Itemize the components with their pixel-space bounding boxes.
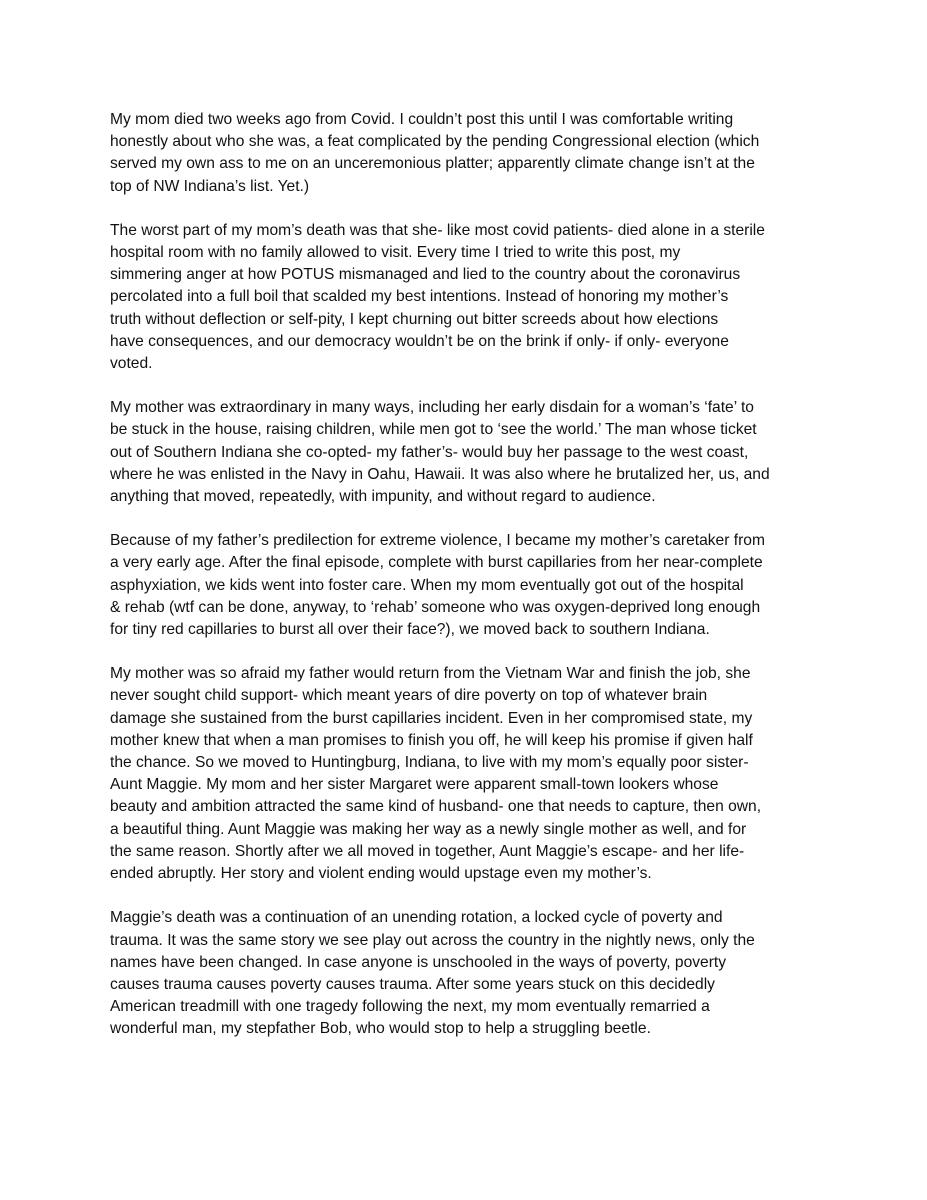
text-line: voted. xyxy=(110,355,153,373)
document-page xyxy=(110,109,822,1063)
text-line: the chance. So we moved to Huntingburg, Indiana, to live with my mom’s equally poor sister- xyxy=(110,754,749,772)
text-line: The worst part of my mom’s death was that she- like most covid patients- died alone in a sterile xyxy=(110,221,765,239)
text-line: simmering anger at how POTUS mismanaged and lied to the country about the coronavirus xyxy=(110,266,741,284)
text-line: names have been changed. In case anyone is unschooled in the ways of poverty, poverty xyxy=(110,953,727,971)
text-line: damage she sustained from the burst capillaries incident. Even in her compromised state, my xyxy=(110,709,753,727)
text-line: have consequences, and our democracy wouldn’t be on the brink if only- if only- everyone xyxy=(110,332,729,350)
text-line: anything that moved, repeatedly, with impunity, and without regard to audience. xyxy=(110,488,656,506)
text-line: for tiny red capillaries to burst all over their face?), we moved back to southern Indiana. xyxy=(110,621,710,639)
text-line: top of NW Indiana’s list. Yet.) xyxy=(110,177,310,195)
text-line: My mom died two weeks ago from Covid. I couldn’t post this until I was comfortable writing xyxy=(110,111,734,128)
text-line: served my own ass to me on an unceremonious platter; apparently climate change isn’t at the xyxy=(110,155,755,173)
text-line: where he was enlisted in the Navy in Oahu, Hawaii. It was also where he brutalized her, us, and xyxy=(110,465,770,483)
text-line: Because of my father’s predilection for extreme violence, I became my mother’s caretaker from xyxy=(110,532,765,550)
text-line: trauma. It was the same story we see play out across the country in the nightly news, only the xyxy=(110,931,755,949)
text-line: beauty and ambition attracted the same kind of husband- one that needs to capture, then own, xyxy=(110,798,762,816)
text-line: honestly about who she was, a feat complicated by the pending Congressional election (which xyxy=(110,133,760,151)
paragraph-6 xyxy=(110,907,822,1040)
text-line: & rehab (wtf can be done, anyway, to ‘rehab’ someone who was oxygen-deprived long enough xyxy=(110,598,761,616)
paragraph-3 xyxy=(110,397,822,508)
paragraph-2 xyxy=(110,220,822,375)
text-line: American treadmill with one tragedy following the next, my mom eventually remarried a xyxy=(110,998,710,1016)
text-line: Maggie’s death was a continuation of an unending rotation, a locked cycle of poverty and xyxy=(110,909,723,927)
text-line: mother knew that when a man promises to finish you off, he will keep his promise if given half xyxy=(110,731,753,749)
text-line: My mother was so afraid my father would return from the Vietnam War and finish the job, she xyxy=(110,665,751,683)
text-line: ended abruptly. Her story and violent ending would upstage even my mother’s. xyxy=(110,865,652,883)
text-line: out of Southern Indiana she co-opted- my father’s- would buy her passage to the west coast, xyxy=(110,443,749,461)
text-line: a very early age. After the final episode, complete with burst capillaries from her near-complete xyxy=(110,554,763,572)
text-line: wonderful man, my stepfather Bob, who would stop to help a struggling beetle. xyxy=(110,1020,651,1038)
text-line: causes trauma causes poverty causes trauma. After some years stuck on this decidedly xyxy=(110,975,715,993)
text-line: a beautiful thing. Aunt Maggie was making her way as a newly single mother as well, and for xyxy=(110,820,747,838)
text-line: hospital room with no family allowed to visit. Every time I tried to write this post, my xyxy=(110,244,681,262)
text-line: be stuck in the house, raising children, while men got to ‘see the world.’ The man whose ticket xyxy=(110,421,757,439)
paragraph-4 xyxy=(110,530,822,641)
text-line: asphyxiation, we kids went into foster care. When my mom eventually got out of the hospital xyxy=(110,576,744,594)
paragraph-5 xyxy=(110,663,822,885)
text-line: percolated into a full boil that scalded my best intentions. Instead of honoring my mother’s xyxy=(110,288,729,306)
text-line: the same reason. Shortly after we all moved in together, Aunt Maggie’s escape- and her life- xyxy=(110,842,745,860)
text-line: never sought child support- which meant years of dire poverty on top of whatever brain xyxy=(110,687,708,705)
text-line: My mother was extraordinary in many ways, including her early disdain for a woman’s ‘fate’ to xyxy=(110,399,754,417)
paragraph-1 xyxy=(110,109,822,198)
text-line: truth without deflection or self-pity, I kept churning out bitter screeds about how elections xyxy=(110,310,719,328)
text-line: Aunt Maggie. My mom and her sister Margaret were apparent small-town lookers whose xyxy=(110,776,719,794)
